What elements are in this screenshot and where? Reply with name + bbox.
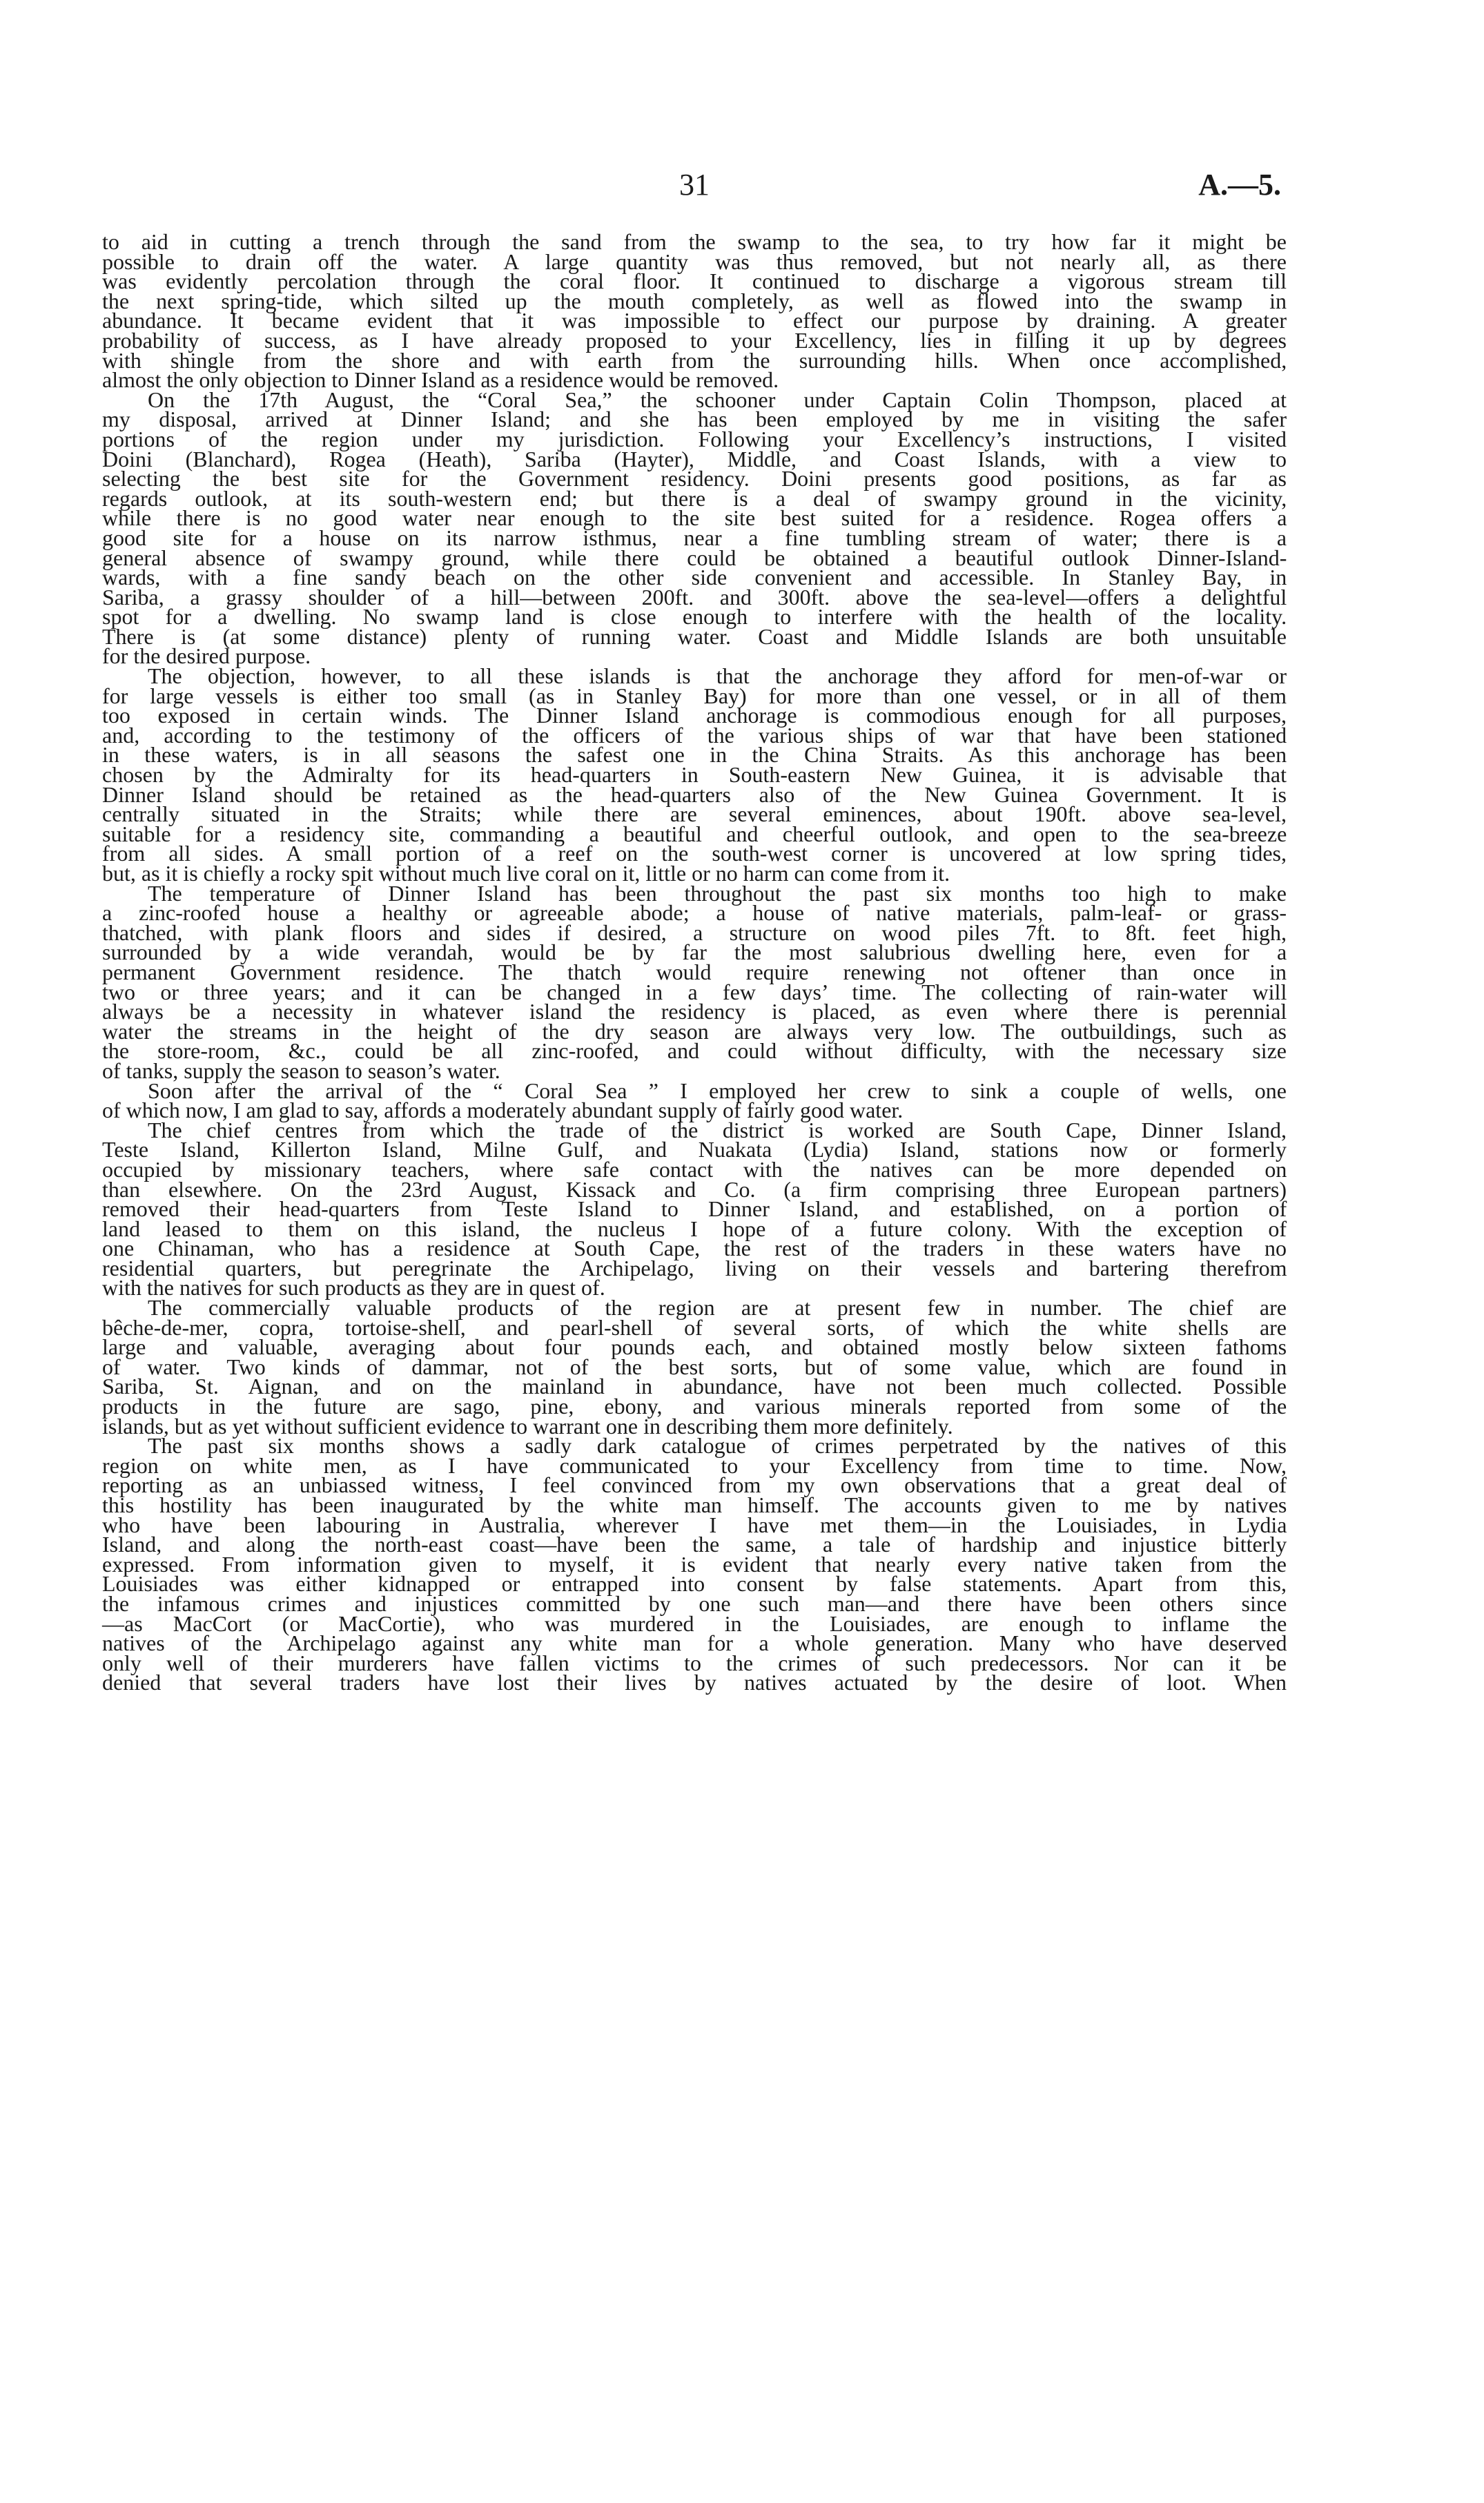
text-line: of water. Two kinds of dammar, not of the best sorts, but of some value, which are found in [102,1354,1287,1379]
text-line: for large vessels is either too small (as in Stanley Bay) for more than one vessel, or in all of them [102,683,1287,708]
paragraph [102,663,1287,886]
text-line: The temperature of Dinner Island has been throughout the past six months too high to make [148,880,1287,906]
text-line: with the natives for such products as they are in quest of. [102,1275,605,1301]
text-line: permanent Government residence. The thatch would require renewing not oftener than once in [102,959,1287,984]
text-line: possible to drain off the water. A large quantity was thus removed, but not nearly all, as there [102,249,1287,274]
text-line: Louisiades was either kidnapped or entrapped into consent by false statements. Apart from this, [102,1571,1287,1597]
text-line: two or three years; and it can be changed in a few days’ time. The collecting of rain-water will [102,979,1287,1004]
text-line: the store-room, &c., could be all zinc-roofed, and could without difficulty, with the necessary size [102,1038,1287,1064]
text-line: always be a necessity in whatever island the residency is placed, as even where there is perennial [102,999,1287,1024]
paragraph [102,387,1287,669]
text-line: in these waters, is in all seasons the safest one in the China Straits. As this anchorage has been [102,742,1287,768]
text-line: who have been labouring in Australia, wherever I have met them—in the Louisiades, in Lydia [102,1512,1287,1537]
text-line: Teste Island, Killerton Island, Milne Gulf, and Nuakata (Lydia) Island, stations now or formerly [102,1137,1287,1162]
text-line: Sariba, St. Aignan, and on the mainland in abundance, have not been much collected. Possible [102,1374,1287,1399]
text-line: with shingle from the shore and with earth from the surrounding hills. When once accomplished, [102,347,1287,373]
paragraph [102,880,1287,1083]
text-line: to aid in cutting a trench through the sand from the swamp to the sea, to try how far it might be [102,229,1287,254]
text-line: reporting as an unbiassed witness, I feel convinced from my own observations that a great deal of [102,1472,1287,1498]
text-line: selecting the best site for the Government residency. Doini presents good positions, as far as [102,466,1287,491]
text-line: land leased to them on this island, the nucleus I hope of a future colony. With the exception of [102,1216,1287,1241]
text-line: centrally situated in the Straits; while there are several eminences, about 190ft. above sea-level, [102,801,1287,827]
text-line: a zinc-roofed house a healthy or agreeable abode; a house of native materials, palm-leaf- or grass- [102,900,1287,926]
text-line: of tanks, supply the season to season’s water. [102,1058,500,1083]
text-line: water the streams in the height of the dry season are always very low. The outbuildings, such as [102,1018,1287,1044]
text-line: regards outlook, at its south-western end; but there is a deal of swampy ground in the vicinity, [102,485,1287,511]
text-line: islands, but as yet without sufficient evidence to warrant one in describing them more definitely. [102,1413,953,1439]
text-line: thatched, with plank floors and sides if desired, a structure on wood piles 7ft. to 8ft. feet high, [102,919,1287,945]
text-line: general absence of swampy ground, while there could be obtained a beautiful outlook Dinner-Island- [102,545,1287,570]
text-line: was evidently percolation through the coral floor. It continued to discharge a vigorous stream till [102,269,1287,294]
text-line: The chief centres from which the trade of the district is worked are South Cape, Dinner Island, [148,1117,1287,1142]
text-line: but, as it is chiefly a rocky spit without much live coral on it, little or no harm can come from it. [102,861,950,886]
text-line: and, according to the testimony of the officers of the various ships of war that have been stationed [102,722,1287,748]
text-line: Dinner Island should be retained as the head-quarters also of the New Guinea Government. It is [102,781,1287,807]
paragraph [102,1117,1287,1301]
text-line: this hostility has been inaugurated by the white man himself. The accounts given to me by natives [102,1492,1287,1517]
text-line: spot for a dwelling. No swamp land is close enough to interfere with the health of the locality. [102,604,1287,630]
text-line: denied that several traders have lost their lives by natives actuated by the desire of loot. When [102,1670,1287,1695]
text-line: large and valuable, averaging about four pounds each, and obtained mostly below sixteen fathoms [102,1334,1287,1360]
text-line: probability of success, as I have already proposed to your Excellency, lies in filling it up by degrees [102,327,1287,353]
text-line: chosen by the Admiralty for its head-quarters in South-eastern New Guinea, it is advisable that [102,762,1287,788]
paragraph [102,1078,1287,1123]
text-line: The past six months shows a sadly dark catalogue of crimes perpetrated by the natives of this [148,1433,1287,1459]
text-line: surrounded by a wide verandah, would be by far the most salubrious dwelling here, even for a [102,939,1287,965]
page-number: 31 [679,168,710,202]
text-line: portions of the region under my jurisdiction. Following your Excellency’s instructions, I visited [102,426,1287,451]
paragraph [102,229,1287,393]
text-line: wards, with a fine sandy beach on the other side convenient and accessible. In Stanley Bay, in [102,565,1287,590]
text-line: too exposed in certain winds. The Dinner Island anchorage is commodious enough for all purposes, [102,703,1287,728]
paragraph [102,1433,1287,1695]
text-line: than elsewhere. On the 23rd August, Kissack and Co. (a firm comprising three European partners) [102,1176,1287,1202]
text-line: from all sides. A small portion of a reef on the south-west corner is uncovered at low spring tides, [102,841,1287,866]
text-line: for the desired purpose. [102,643,311,669]
text-line: of which now, I am glad to say, affords a moderately abundant supply of fairly good water. [102,1098,904,1123]
page-header [102,164,1287,213]
text-line: almost the only objection to Dinner Island as a residence would be removed. [102,367,779,393]
text-line: occupied by missionary teachers, where safe contact with the natives can be more depended on [102,1156,1287,1182]
text-line: suitable for a residency site, commanding a beautiful and cheerful outlook, and open to the sea-breeze [102,821,1287,846]
paragraph [102,1295,1287,1439]
text-line: residential quarters, but peregrinate the Archipelago, living on their vessels and bartering therefrom [102,1255,1287,1280]
text-line: There is (at some distance) plenty of running water. Coast and Middle Islands are both unsuitable [102,623,1287,649]
text-line: while there is no good water near enough to the site best suited for a residence. Rogea offers a [102,505,1287,531]
text-line: Soon after the arrival of the “ Coral Sea ” I employed her crew to sink a couple of wells, one [148,1078,1287,1103]
text-line: good site for a house on its narrow isthmus, near a fine tumbling stream of water; there is a [102,525,1287,550]
text-line: the next spring-tide, which silted up the mouth completely, as well as flowed into the swamp in [102,288,1287,313]
text-line: abundance. It became evident that it was impossible to effect our purpose by draining. A greater [102,308,1287,333]
text-line: On the 17th August, the “Coral Sea,” the schooner under Captain Colin Thompson, placed at [148,387,1287,412]
text-line: Sariba, a grassy shoulder of a hill—between 200ft. and 300ft. above the sea-level—offers a delightful [102,584,1287,610]
text-line: The commercially valuable products of the region are at present few in number. The chief are [148,1295,1287,1321]
text-line: natives of the Archipelago against any white man for a whole generation. Many who have deserved [102,1630,1287,1656]
document-reference: A.—5. [1198,168,1281,202]
text-line: only well of their murderers have fallen victims to the crimes of such predecessors. Nor can it be [102,1650,1287,1675]
text-line: Doini (Blanchard), Rogea (Heath), Sariba (Hayter), Middle, and Coast Islands, with a view to [102,446,1287,471]
text-line: —as MacCort (or MacCortie), who was murdered in the Louisiades, are enough to inflame the [102,1610,1287,1636]
text-line: the infamous crimes and injustices committed by one such man—and there have been others since [102,1590,1287,1616]
text-line: region on white men, as I have communicated to your Excellency from time to time. Now, [102,1452,1287,1478]
text-line: expressed. From information given to myself, it is evident that nearly every native taken from the [102,1551,1287,1577]
text-line: products in the future are sago, pine, ebony, and various minerals reported from some of the [102,1394,1287,1419]
text-line: bêche-de-mer, copra, tortoise-shell, and pearl-shell of several sorts, of which the white shells are [102,1314,1287,1340]
text-line: removed their head-quarters from Teste Island to Dinner Island, and established, on a portion of [102,1196,1287,1222]
text-line: one Chinaman, who has a residence at South Cape, the rest of the traders in these waters have no [102,1236,1287,1261]
text-line: The objection, however, to all these islands is that the anchorage they afford for men-of-war or [148,663,1287,689]
text-line: Island, and along the north-east coast—have been the same, a tale of hardship and injustice bitterly [102,1532,1287,1557]
body-text [102,229,1287,1695]
text-line: my disposal, arrived at Dinner Island; and she has been employed by me in visiting the safer [102,407,1287,432]
